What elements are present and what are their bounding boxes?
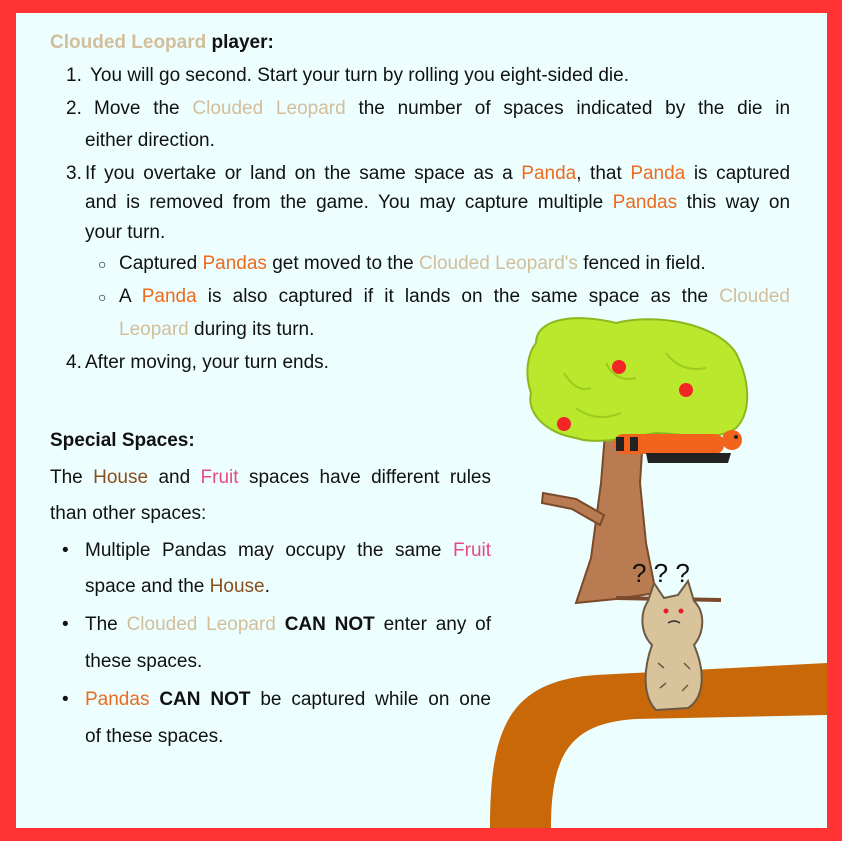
- step-2-line-1: Move the Clouded Leopard the number of spaces indicated by the die in: [94, 98, 791, 119]
- fruit-3: [557, 417, 571, 431]
- step-4-number: 4.: [66, 352, 82, 373]
- clouded-leopard: [642, 581, 702, 710]
- sub-bullet-marker-2: ○: [98, 289, 107, 305]
- tree-branch: [542, 493, 604, 525]
- special-bullet-marker-1: •: [62, 540, 69, 561]
- player-heading: [50, 32, 274, 54]
- step-1-text: You will go second. Start your turn by rolling you eight-sided die.: [90, 65, 629, 86]
- step-2-line-2: either direction.: [85, 130, 215, 151]
- special-intro-line-2: than other spaces:: [50, 503, 207, 524]
- special-bullet-2-line-2: these spaces.: [85, 651, 203, 672]
- step-3-line-3: your turn.: [85, 222, 166, 243]
- fruit-1: [612, 360, 626, 374]
- sub-bullet-2-line-1: A Panda is also captured if it lands on the same space as the Clouded: [119, 286, 790, 307]
- heading-leopard: Clouded Leopard: [50, 32, 207, 53]
- step-3-line-2: and is removed from the game. You may capture multiple Pandas this way on: [85, 192, 791, 213]
- special-intro-line-1: The House and Fruit spaces have different rules: [50, 467, 491, 488]
- sub-bullet-2-line-2: Leopard during its turn.: [119, 319, 315, 340]
- special-bullet-2-line-1: The Clouded Leopard CAN NOT enter any of: [85, 614, 491, 635]
- heading-player: player:: [206, 32, 274, 53]
- step-3-number: 3.: [66, 163, 82, 184]
- sub-bullet-marker-1: ○: [98, 256, 107, 272]
- special-spaces-title: Special Spaces:: [50, 430, 195, 451]
- step-2-number: 2.: [66, 98, 82, 119]
- special-bullet-marker-2: •: [62, 614, 69, 635]
- sub-bullet-1: Captured Pandas get moved to the Clouded Leopard's fenced in field.: [119, 253, 706, 274]
- special-bullet-1-line-2: space and the House.: [85, 576, 270, 597]
- step-4-text: After moving, your turn ends.: [85, 352, 329, 373]
- special-bullet-marker-3: •: [62, 689, 69, 710]
- confusion-marks: ? ? ?: [632, 558, 690, 588]
- special-bullet-3-line-1: Pandas CAN NOT be captured while on one: [85, 689, 492, 710]
- step-1-number: 1.: [66, 65, 82, 86]
- fruit-2: [679, 383, 693, 397]
- step-3-line-1: If you overtake or land on the same space as a Panda, that Panda is captured: [85, 163, 791, 184]
- rules-page: [16, 13, 827, 828]
- special-bullet-3-line-2: of these spaces.: [85, 726, 224, 747]
- special-bullet-1-line-1: Multiple Pandas may occupy the same Fruit: [85, 540, 492, 561]
